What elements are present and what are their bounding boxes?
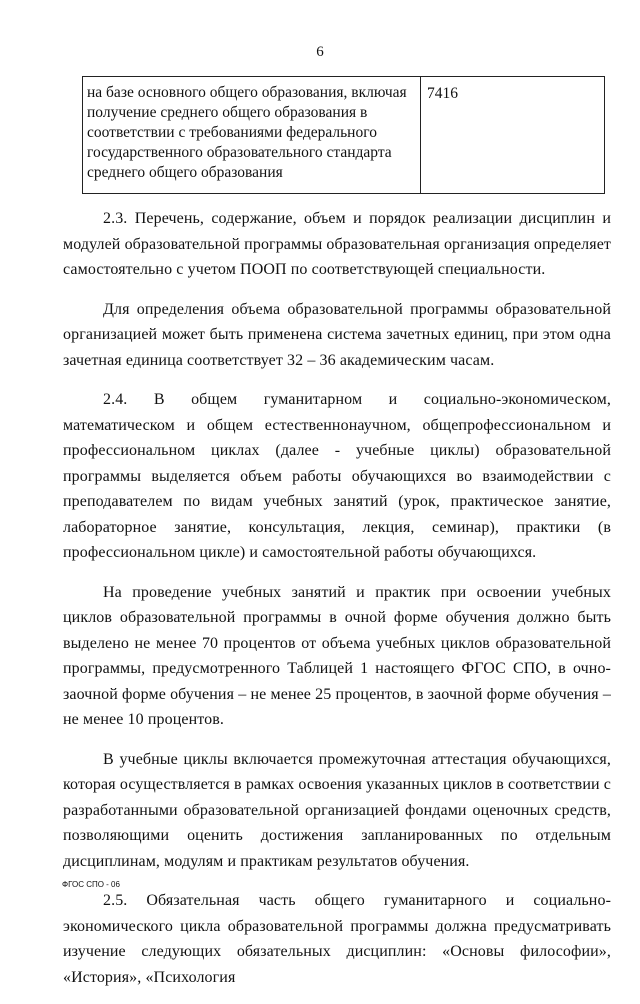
paragraph-2-3: 2.3. Перечень, содержание, объем и порядок реализации дисциплин и модулей образовательной программы образовательная организация определяет самостоятельно с учетом ПООП по соответствующей специальности. xyxy=(63,210,611,278)
page-number: 6 xyxy=(316,44,324,60)
table-cell-hours: 7416 xyxy=(427,85,458,102)
paragraph-credit-units: Для определения объема образовательной программы образовательной организацией может быть применена система зачетных единиц, при этом одна зачетная единица соответствует 32 – 36 академическим часам. xyxy=(63,300,611,369)
paragraph-attestation: В учебные циклы включается промежуточная аттестация обучающихся, которая осуществляется в рамках освоения указанных циклов в соответствии с разработанными образовательной организацией фондами оценочных средств, позволяющими оценить достижения запланированных по отдельным дисциплинам, модулям и практикам результатов обучения. xyxy=(63,750,611,870)
table-cell-education-basis: на базе основного общего образования, включая получение среднего общего образования в соответствии с требованиями федерального государственного образовательного стандарта среднего общего образования xyxy=(83,77,421,193)
paragraph-2-4: 2.4. В общем гуманитарном и социально-экономическом, математическом и общем естественнонаучном, общепрофессиональном и профессиональном циклах (далее - учебные циклы) образовательной программы выделяется объем работы обучающихся во взаимодействии с преподавателем по видам учебных занятий (урок, практическое занятие, лабораторное занятие, консультация, лекция, семинар), практики (в профессиональном цикле) и самостоятельной работы обучающихся. xyxy=(63,391,611,561)
paragraph-2-5: 2.5. Обязательная часть общего гуманитарного и социально-экономического цикла образовательной программы должна предусматривать изучение следующих обязательных дисциплин: «Основы философии», «История», «Психология xyxy=(63,892,611,986)
paragraph-class-hours: На проведение учебных занятий и практик при освоении учебных циклов образовательной программы в очной форме обучения должно быть выделено не менее 70 процентов от объема учебных циклов образовательной программы, предусмотренного Таблицей 1 настоящего ФГОС СПО, в очно-заочной форме обучения – не менее 25 процентов, в заочной форме обучения – не менее 10 процентов. xyxy=(63,583,611,728)
duration-table xyxy=(82,76,605,194)
footer-label: ФГОС СПО - 06 xyxy=(62,880,120,889)
document-body xyxy=(63,206,611,1004)
